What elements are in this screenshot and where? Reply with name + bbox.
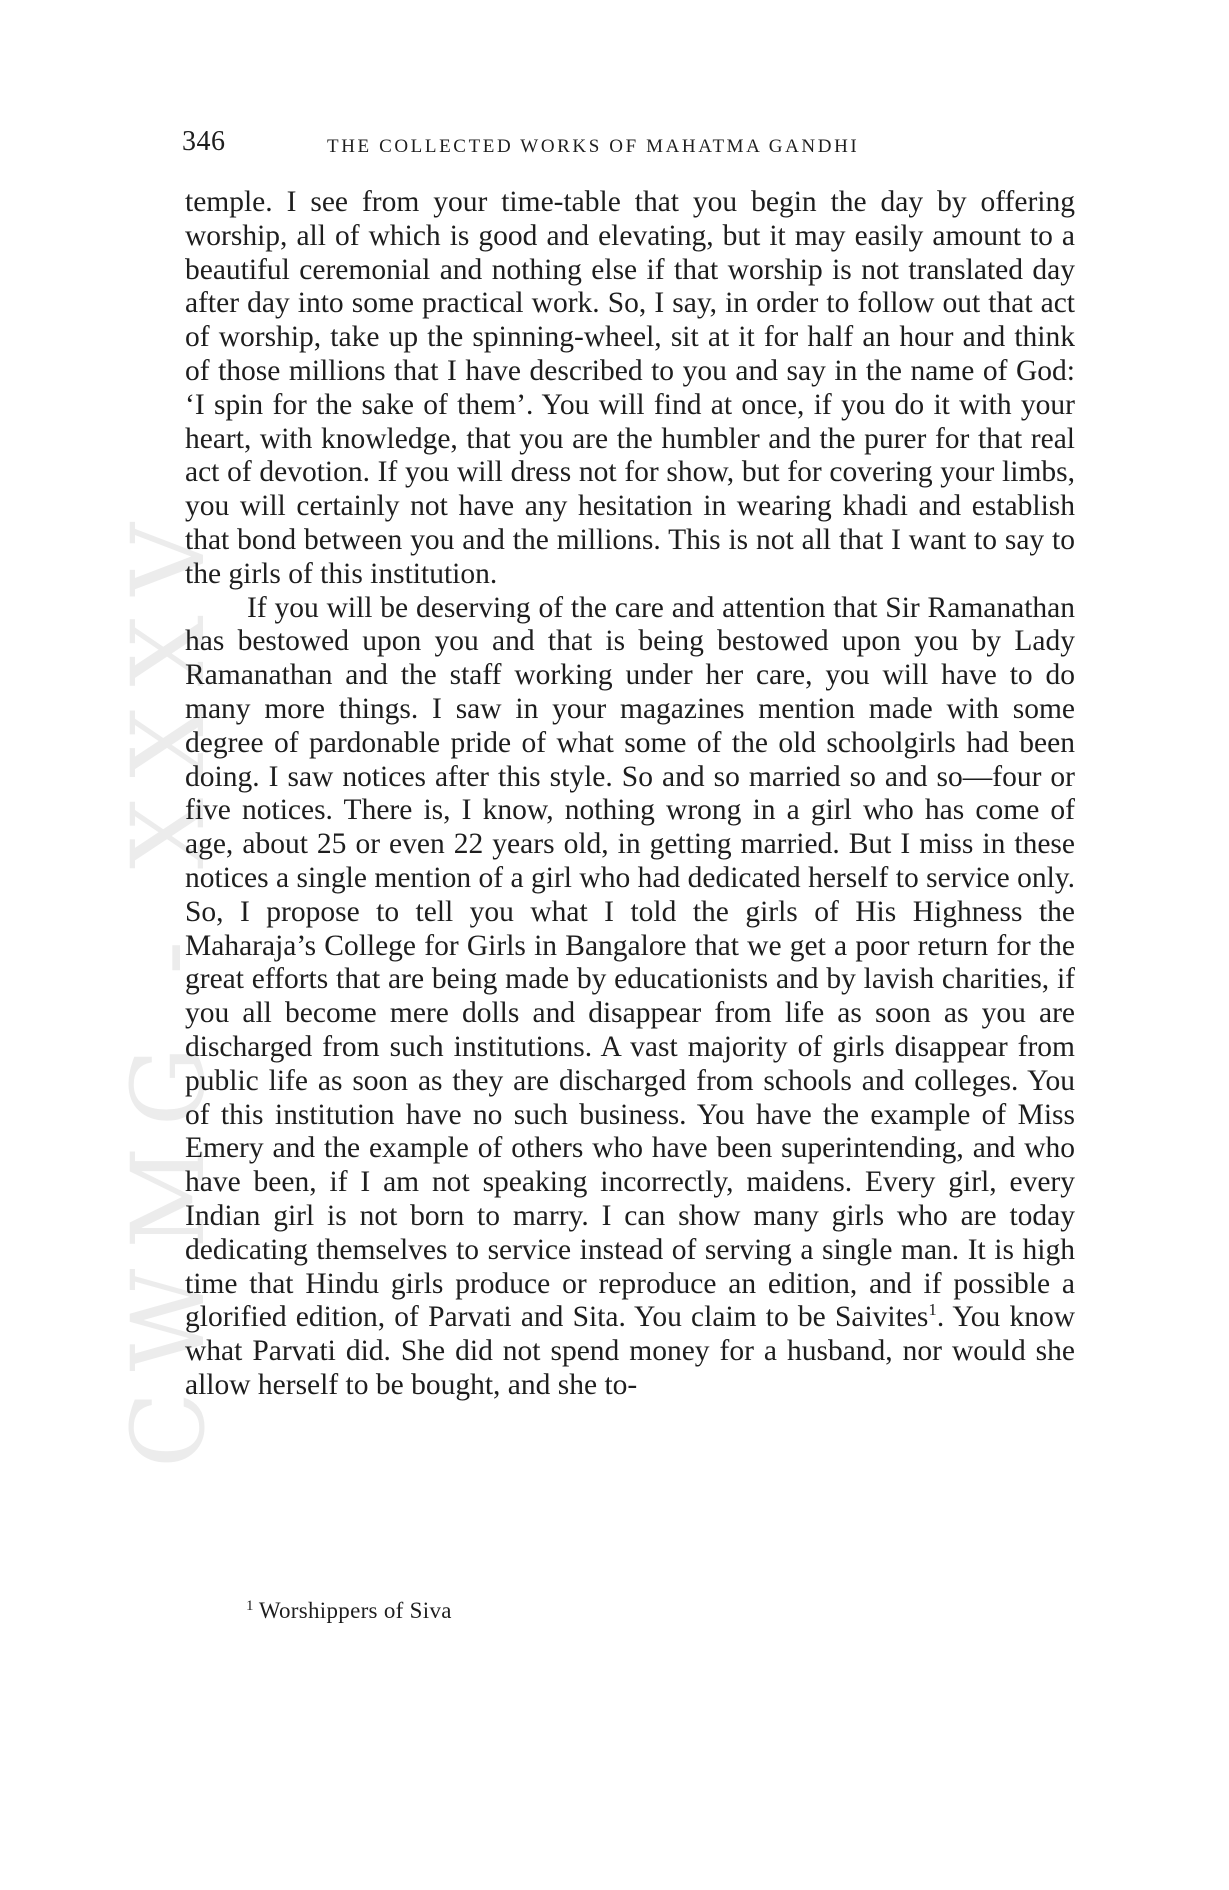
paragraph-text: If you will be deserving of the care and attention that Sir Ramanathan has bestowed upon you and that is being bestowed upon you by Lady Ramanathan and the staff working under her care, you will have to do many more things. I saw in your magazines mention made with some degree of pardonable pride of what some of the old schoolgirls had been doing. I saw notices after this style. So and so married so and so—four or five notices. There is, I know, nothing wrong in a girl who has come of age, about 25 or even 22 years old, in getting married. But I miss in these notices a single mention of a girl who had dedicated herself to service only. So, I propose to tell you what I told the girls of His Highness the Maharaja’s College for Girls in Bangalore that we get a poor return for the great efforts that are being made by educationists and by lavish charities, if you all become mere dolls and disappear from life as soon as you are discharged from such institutions. A vast majority of girls disappear from public life as soon as they are discharged from schools and colleges. You of this institution have no such business. You have the example of Miss Emery and the example of others who have been superintending, and who have been, if I am not speaking incorrectly, maidens. Every girl, every Indian girl is not born to marry. I can show many girls who are today dedicating themselves to service instead of serving a single man. It is high time that Hindu girls produce or reproduce an edition, and if possible a glorified edition, of Parvati and Sita. You claim to be Saivites [185, 591, 1075, 1334]
main-text [185, 186, 1075, 1403]
footnote-reference: 1 [928, 1300, 937, 1320]
running-head: THE COLLECTED WORKS OF MAHATMA GANDHI [327, 136, 860, 157]
paragraph [185, 186, 1075, 592]
footnote-marker: 1 [246, 1598, 254, 1614]
footnote [246, 1598, 452, 1624]
paragraph-text: temple. I see from your time-table that you begin the day by offering worship, all of which is good and elevating, but it may easily amount to a beautiful ceremonial and nothing else if that worship is not translated day after day into some practical work. So, I say, in order to follow out that act of worship, take up the spinning-wheel, sit at it for half an hour and think of those millions that I have described to you and say in the name of God: ‘I spin for the sake of them’. You will find at once, if you do it with your heart, with knowledge, that you are the humbler and the purer for that real act of devotion. If you will dress not for show, but for covering your limbs, you will certainly not have any hesitation in wearing khadi and establish that bond between you and the millions. This is not all that I want to say to the girls of this institution. [185, 186, 1075, 590]
watermark: CWMG - XXXV [110, 503, 227, 1468]
page-number: 346 [182, 126, 226, 157]
footnote-text: Worshippers of Siva [258, 1598, 452, 1623]
paragraph-text-continued: . You know what Parvati did. She did not spend money for a husband, nor would she allow herself to be bought, and she to- [185, 1301, 1075, 1401]
paragraph [185, 592, 1075, 1403]
page-header [182, 126, 1082, 166]
